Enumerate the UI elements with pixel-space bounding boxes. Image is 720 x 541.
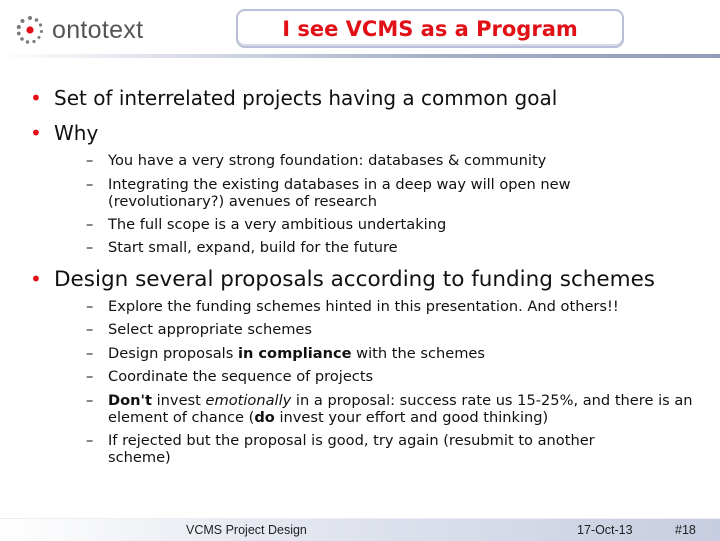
sub-bullet-text-post: invest your effort and good thinking) [274,409,549,426]
sub-bullet-text-mid: invest [151,392,206,409]
sub-bullet-item [86,298,619,315]
slide-title: I see VCMS as a Program [282,16,578,41]
sub-bullet-text: Start small, expand, build for the future [108,239,398,256]
dash-marker: – [86,216,94,233]
sub-bullet-text: Explore the funding schemes hinted in this presentation. And others!! [108,298,619,315]
header-divider [0,54,720,58]
sub-bullet-item [86,392,696,426]
sub-bullet-item [86,321,312,338]
logo-text: ontotext [52,15,144,44]
dash-marker: – [86,345,94,362]
sub-bullet-text: Coordinate the sequence of projects [108,368,374,385]
bullet-item [30,86,558,110]
dash-marker: – [86,239,94,256]
sub-bullet-emphasis: in compliance [237,345,352,362]
bullet-marker: • [30,121,42,145]
sub-bullet-text-mid2: in a proposal: success rate us 15-25%, and there is an element of chance ( [108,392,693,426]
bullet-text: Why [54,121,99,145]
ontotext-logo [14,14,143,46]
sub-bullet-text: The full scope is a very ambitious undertaking [108,216,447,233]
sub-bullet-text-pre: Design proposals [108,345,238,362]
sub-bullet-text: Select appropriate schemes [108,321,312,338]
bullet-text: Set of interrelated projects having a common goal [54,86,558,110]
sub-bullet-item [86,432,628,466]
sub-bullet-italic: emotionally [205,392,292,409]
sub-bullet-emphasis-2: do [254,409,275,426]
sub-bullet-emphasis: Don't [108,392,152,409]
ontotext-dotted-circle-icon [14,14,46,46]
sub-bullet-item [86,239,398,256]
bullet-item [30,121,99,145]
bullet-item [30,267,656,292]
dash-marker: – [86,176,94,193]
footer-title: VCMS Project Design [186,523,307,537]
sub-bullet-text: If rejected but the proposal is good, try again (resubmit to another scheme) [108,432,595,466]
footer-date: 17-Oct-13 [577,523,633,537]
sub-bullet-item [86,176,628,210]
sub-bullet-item [86,216,447,233]
dash-marker: – [86,368,94,385]
sub-bullet-item [86,345,486,362]
sub-bullet-text: You have a very strong foundation: databases & community [108,152,547,169]
bullet-marker: • [30,267,42,291]
bullet-marker: • [30,86,42,110]
slide-footer [0,518,720,541]
title-box [236,9,624,48]
dash-marker: – [86,392,94,409]
dash-marker: – [86,321,94,338]
dash-marker: – [86,152,94,169]
sub-bullet-item [86,152,547,169]
sub-bullet-text: Integrating the existing databases in a deep way will open new (revolutionary?) avenues of research [108,176,571,210]
bullet-text: Design several proposals according to funding schemes [54,267,656,292]
sub-bullet-text-post: with the schemes [351,345,486,362]
footer-page-number: #18 [675,523,696,537]
sub-bullet-item [86,368,374,385]
dash-marker: – [86,298,94,315]
dash-marker: – [86,432,94,449]
